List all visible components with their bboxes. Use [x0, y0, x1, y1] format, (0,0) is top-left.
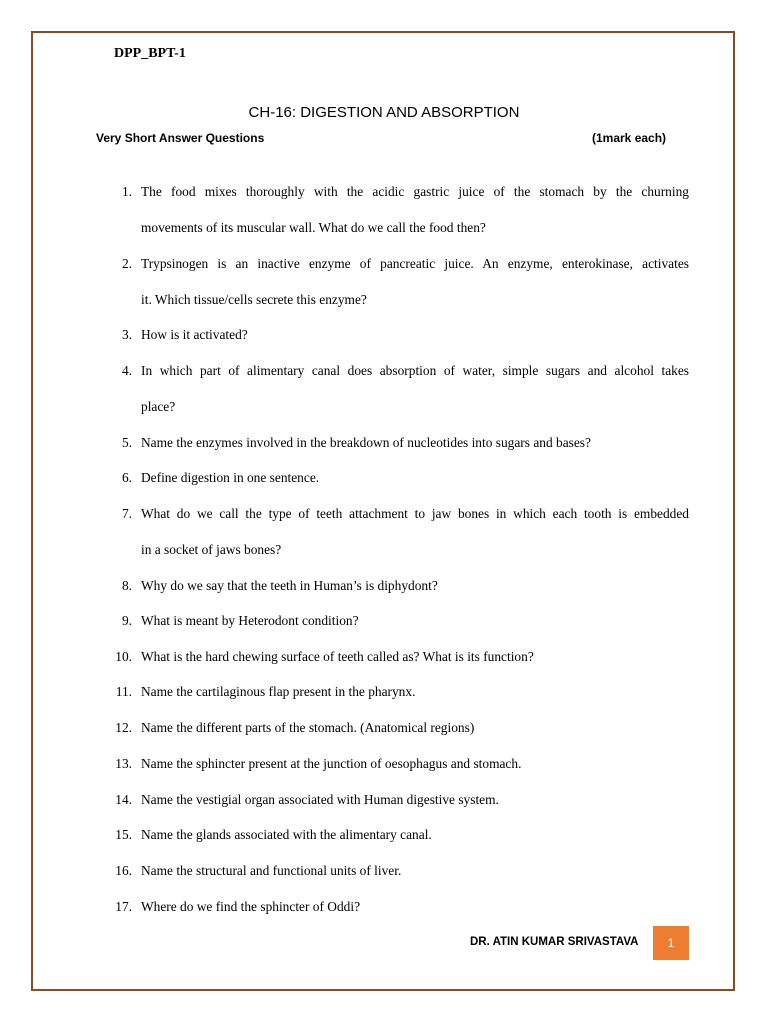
- question-number: 11.: [115, 684, 132, 699]
- page-number-badge: 1: [653, 926, 689, 960]
- question-text: Name the enzymes involved in the breakdown of nucleotides into sugars and bases?: [141, 435, 591, 450]
- question-text: Why do we say that the teeth in Human’s is diphydont?: [141, 578, 438, 593]
- question-number: 9.: [121, 613, 132, 628]
- question-number: 4.: [121, 363, 132, 378]
- chapter-title: CH-16: DIGESTION AND ABSORPTION: [248, 104, 520, 121]
- question-text: How is it activated?: [141, 327, 248, 342]
- question-text: What do we call the type of teeth attachment to jaw bones in which each tooth is embedded: [141, 506, 689, 521]
- question-text: Name the different parts of the stomach. (Anatomical regions): [141, 720, 475, 735]
- question-number: 16.: [115, 863, 132, 878]
- question-number: 2.: [121, 256, 132, 271]
- question-text: Define digestion in one sentence.: [141, 470, 320, 485]
- question-number: 17.: [115, 899, 132, 914]
- question-number: 12.: [115, 720, 132, 735]
- question-text: Name the sphincter present at the junction of oesophagus and stomach.: [141, 756, 522, 771]
- question-number: 10.: [115, 649, 132, 664]
- question-number: 3.: [121, 327, 132, 342]
- question-number: 1.: [121, 184, 132, 199]
- question-text: movements of its muscular wall. What do we call the food then?: [141, 220, 486, 235]
- question-text: Trypsinogen is an inactive enzyme of pancreatic juice. An enzyme, enterokinase, activates: [141, 256, 689, 271]
- question-text: Name the glands associated with the alimentary canal.: [141, 827, 432, 842]
- question-number: 7.: [121, 506, 132, 521]
- question-text: In which part of alimentary canal does absorption of water, simple sugars and alcohol takes: [141, 363, 689, 378]
- doc-code: DPP_BPT-1: [114, 46, 186, 61]
- section-heading: Very Short Answer Questions: [96, 131, 265, 145]
- question-number: 14.: [115, 792, 132, 807]
- question-text: What is meant by Heterodont condition?: [141, 613, 359, 628]
- question-number: 13.: [115, 756, 132, 771]
- question-text: What is the hard chewing surface of teeth called as? What is its function?: [141, 649, 534, 664]
- question-number: 5.: [121, 435, 132, 450]
- author-name: DR. ATIN KUMAR SRIVASTAVA: [470, 936, 639, 948]
- question-number: 6.: [121, 470, 132, 485]
- question-number: 8.: [121, 578, 132, 593]
- question-text: in a socket of jaws bones?: [141, 542, 282, 557]
- question-text: Name the structural and functional units of liver.: [141, 863, 402, 878]
- question-text: Where do we find the sphincter of Oddi?: [141, 899, 361, 914]
- question-text: Name the vestigial organ associated with Human digestive system.: [141, 792, 499, 807]
- marks-note: (1mark each): [592, 131, 667, 145]
- question-text: The food mixes thoroughly with the acidic gastric juice of the stomach by the churning: [141, 184, 689, 199]
- question-text: it. Which tissue/cells secrete this enzyme?: [141, 292, 367, 307]
- question-text: place?: [141, 399, 176, 414]
- question-number: 15.: [115, 827, 132, 842]
- question-text: Name the cartilaginous flap present in the pharynx.: [141, 684, 416, 699]
